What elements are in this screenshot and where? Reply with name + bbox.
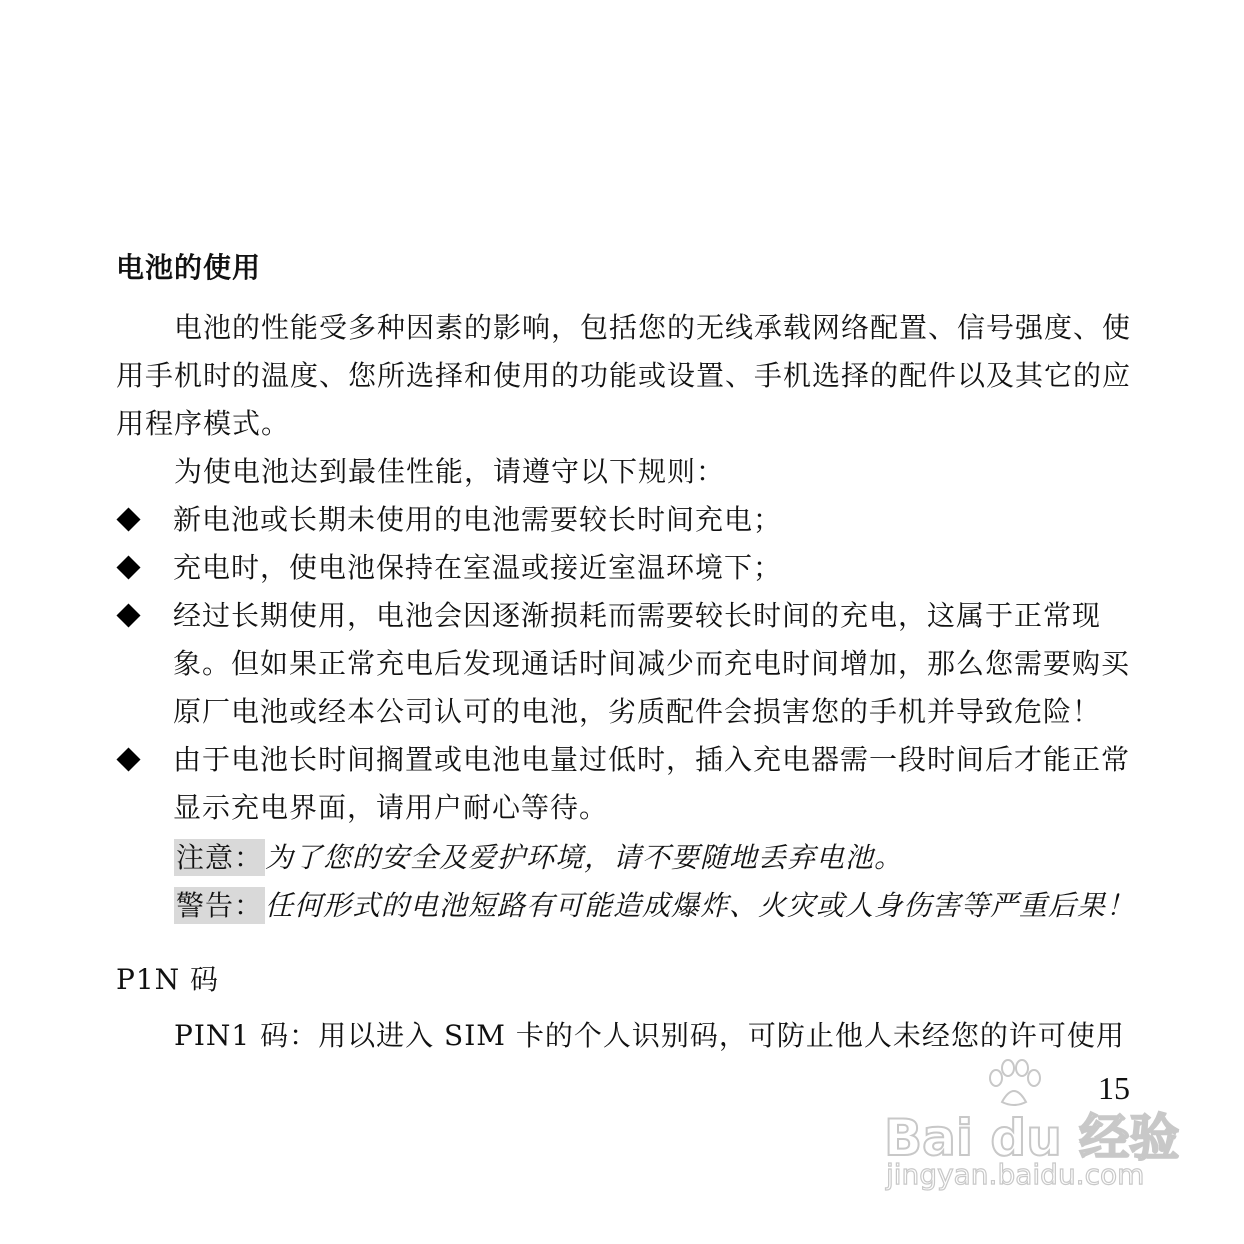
bullet-text: 新电池或长期未使用的电池需要较长时间充电； [173,503,783,536]
note-text: 为了您的安全及爱护环境，请不要随地丢弃电池。 [265,841,904,874]
diamond-bullet-icon [116,555,140,579]
bullet-item [116,592,1136,736]
warning-text: 任何形式的电池短路有可能造成爆炸、火灾或人身伤害等严重后果！ [265,889,1136,922]
diamond-bullet-icon [116,603,140,627]
watermark-url: jingyan.baidu.com [886,1158,1145,1191]
diamond-bullet-icon [116,507,140,531]
battery-rules-intro: 为使电池达到最佳性能，请遵守以下规则： [174,455,726,488]
bullet-text: 经过长期使用，电池会因逐渐损耗而需要较长时间的充电，这属于正常现象。但如果正常充电后发现通话时间减少而充电时间增加，那么您需要购买原厂电池或经本公司认可的电池，劣质配件会损害您的手机并导致危险！ [173,599,1131,728]
diamond-bullet-icon [116,747,140,771]
section-title-pin: P1N 码 [116,963,220,996]
bullet-text: 充电时，使电池保持在室温或接近室温环境下； [173,551,783,584]
watermark-brand: Bai du 经验 [884,1109,1180,1167]
bullet-text: 由于电池长时间搁置或电池电量过低时，插入充电器需一段时间后才能正常显示充电界面，请用户耐心等待。 [173,743,1131,824]
bullet-item [116,496,1136,544]
page-number: 15 [1098,1070,1130,1106]
battery-intro-paragraph: 电池的性能受多种因素的影响，包括您的无线承载网络配置、信号强度、使用手机时的温度、您所选择和使用的功能或设置、手机选择的配件以及其它的应用程序模式。 [116,311,1132,440]
baidu-jingyan-watermark [884,1058,1180,1208]
warning-label: 警告： [176,889,264,922]
note-line [174,836,903,876]
section-title-battery: 电池的使用 [116,251,262,284]
warning-line [174,884,1135,924]
pin-paragraph: PIN1 码：用以进入 SIM 卡的个人识别码，可防止他人未经您的许可使用 [174,1019,1125,1052]
note-label: 注意： [176,841,264,874]
bullet-item [116,736,1136,832]
bullet-item [116,544,1136,592]
